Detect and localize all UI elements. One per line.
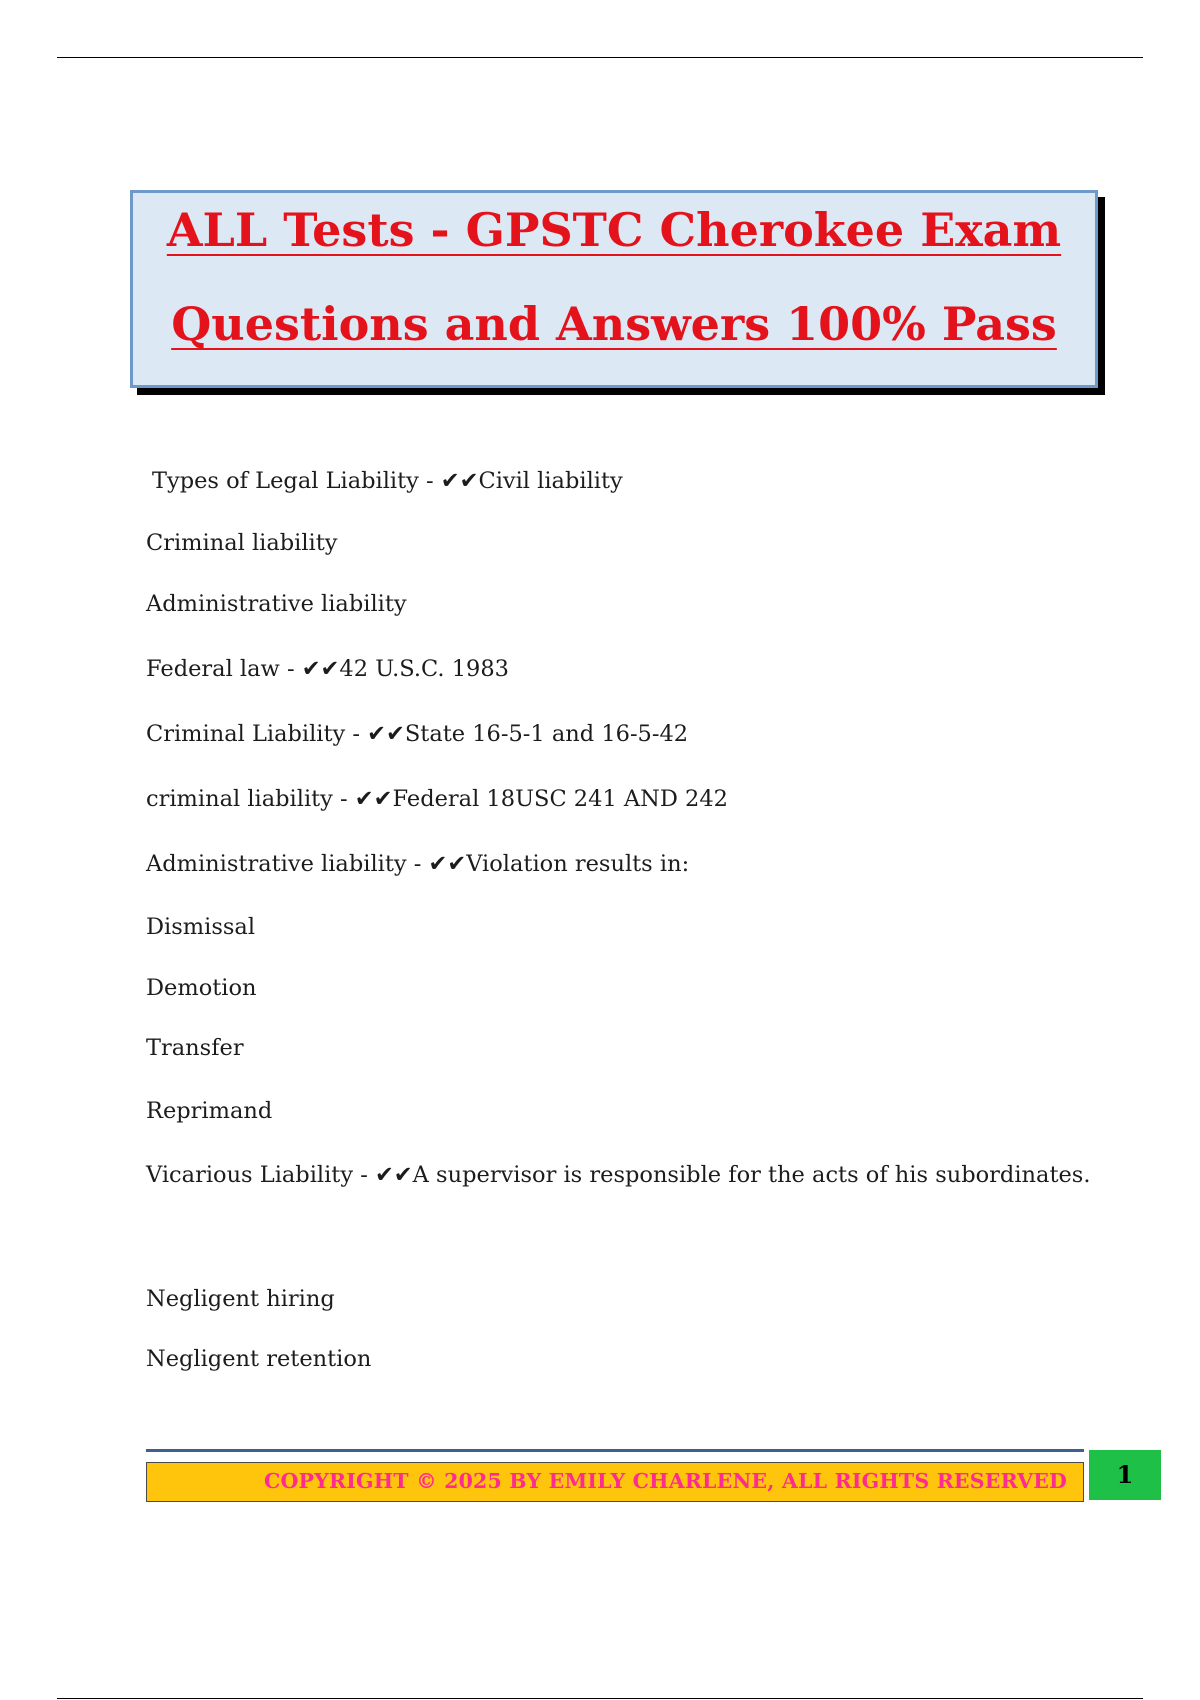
document-title-line-2: Questions and Answers 100% Pass	[171, 297, 1057, 351]
page-number-badge: 1	[1089, 1450, 1161, 1500]
body-line: Vicarious Liability - ✔✔A supervisor is responsible for the acts of his subordinates.	[146, 1162, 1091, 1188]
body-line: Negligent hiring	[146, 1286, 335, 1312]
body-line: Demotion	[146, 975, 257, 1001]
body-line: Transfer	[146, 1035, 244, 1061]
footer-rule	[146, 1449, 1084, 1452]
bottom-rule	[57, 1698, 1143, 1699]
body-line: Dismissal	[146, 914, 256, 940]
body-line: Federal law - ✔✔42 U.S.C. 1983	[146, 656, 509, 682]
document-title-line-1: ALL Tests - GPSTC Cherokee Exam	[166, 203, 1062, 257]
body-line: Administrative liability	[146, 591, 407, 617]
copyright-band	[146, 1462, 1084, 1502]
title-box	[130, 190, 1098, 388]
body-line: Administrative liability - ✔✔Violation results in:	[146, 851, 690, 877]
body-line: Criminal liability	[146, 530, 338, 556]
top-rule	[57, 57, 1143, 58]
copyright-text: COPYRIGHT © 2025 BY EMILY CHARLENE, ALL RIGHTS RESERVED	[263, 1469, 1067, 1493]
body-line: criminal liability - ✔✔Federal 18USC 241 AND 242	[146, 786, 728, 812]
body-line: Criminal Liability - ✔✔State 16-5-1 and 16-5-42	[146, 721, 689, 747]
body-line: Types of Legal Liability - ✔✔Civil liability	[152, 468, 623, 494]
body-line: Reprimand	[146, 1098, 273, 1124]
body-line: Negligent retention	[146, 1346, 372, 1372]
